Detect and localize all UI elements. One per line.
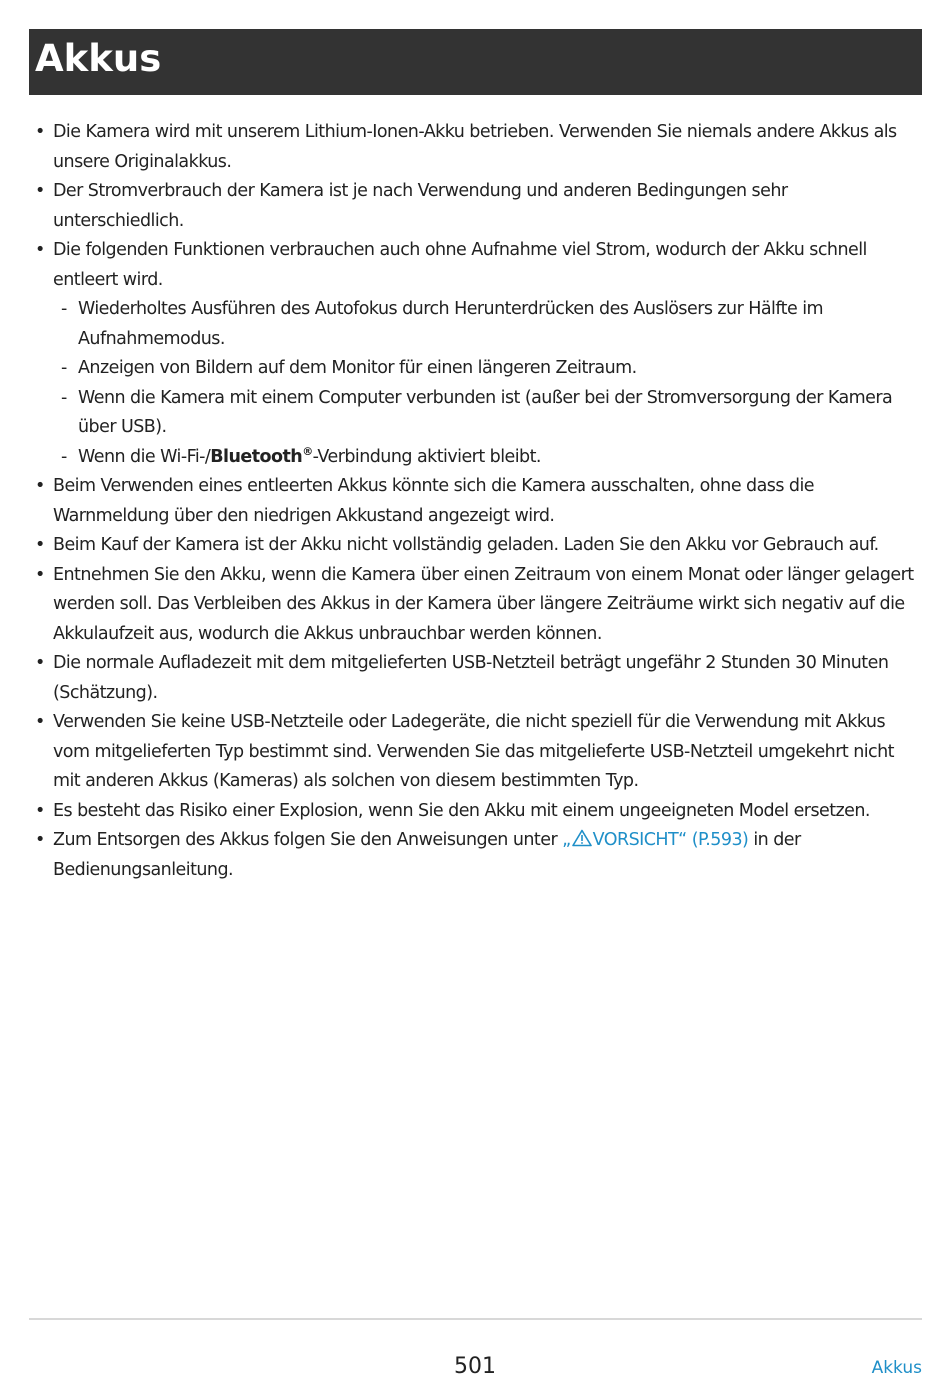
- page-number: 501: [454, 1354, 496, 1379]
- power-functions-sublist: [53, 295, 922, 472]
- disposal-prefix: Zum Entsorgen des Akkus folgen Sie den Anweisungen unter: [53, 830, 563, 850]
- sublist-item: - Wenn die Kamera mit einem Computer verbunden ist (außer bei der Stromversorgung der Kamera über USB).: [53, 384, 922, 443]
- wifi-suffix: -Verbindung aktiviert bleibt.: [312, 446, 541, 467]
- list-item: • Verwenden Sie keine USB-Netzteile oder Ladegeräte, die nicht speziell für die Verwendung mit Akkus vom mitgelieferten Typ bestimmt sind. Verwenden Sie das mitgelieferte USB-Netzteil umgekehrt nicht mit anderen Akkus (Kameras) als solchen von diesem bestimmten Typ.: [29, 708, 922, 797]
- list-item: • Der Stromverbrauch der Kamera ist je nach Verwendung und anderen Bedingungen sehr unterschiedlich.: [29, 177, 922, 236]
- list-item-text: Die folgenden Funktionen verbrauchen auch ohne Aufnahme viel Strom, wodurch der Akku schnell entleert wird.: [53, 240, 867, 290]
- title-bar: [29, 29, 922, 95]
- link-text: VORSICHT“ (P.593): [592, 830, 749, 850]
- list-item: • Die Kamera wird mit unserem Lithium-Ionen-Akku betrieben. Verwenden Sie niemals andere Akkus als unsere Originalakkus.: [29, 118, 922, 177]
- disposal-suffix: in der Bedienungsanleitung.: [53, 830, 801, 880]
- warning-triangle-icon: [572, 829, 592, 847]
- registered-mark: ®: [302, 444, 313, 458]
- list-item: • Beim Kauf der Kamera ist der Akku nicht vollständig geladen. Laden Sie den Akku vor Gebrauch auf.: [29, 531, 922, 561]
- main-content: [29, 118, 922, 885]
- list-item-disposal: [29, 826, 922, 885]
- wifi-prefix: Wenn die Wi-Fi-/: [78, 446, 211, 467]
- vorsicht-link[interactable]: [562, 830, 748, 850]
- sublist-item: - Anzeigen von Bildern auf dem Monitor für einen längeren Zeitraum.: [53, 354, 922, 384]
- list-item: • Entnehmen Sie den Akku, wenn die Kamera über einen Zeitraum von einem Monat oder länger gelagert werden soll. Das Verbleiben des Akkus in der Kamera über längere Zeiträume wirkt sich negativ auf die Akkulaufzeit aus, wodurch die Akkus unbrauchbar werden können.: [29, 561, 922, 650]
- footer-divider: [29, 1318, 922, 1320]
- footer-section-link[interactable]: Akkus: [871, 1358, 922, 1378]
- bluetooth-brand: Bluetooth: [210, 446, 303, 467]
- list-item: • Es besteht das Risiko einer Explosion, wenn Sie den Akku mit einem ungeeigneten Model ersetzen.: [29, 797, 922, 827]
- sublist-item: - Wiederholtes Ausführen des Autofokus durch Herunterdrücken des Auslösers zur Hälfte im Aufnahmemodus.: [53, 295, 922, 354]
- page-title: Akkus: [35, 37, 162, 80]
- list-item-power-functions: [29, 236, 922, 472]
- battery-notes-list: [29, 118, 922, 885]
- link-open-quote: „: [562, 830, 571, 850]
- sublist-item-wifi: [53, 443, 922, 473]
- list-item: • Beim Verwenden eines entleerten Akkus könnte sich die Kamera ausschalten, ohne dass die Warnmeldung über den niedrigen Akkustand angezeigt wird.: [29, 472, 922, 531]
- list-item: • Die normale Aufladezeit mit dem mitgelieferten USB-Netzteil beträgt ungefähr 2 Stunden 30 Minuten (Schätzung).: [29, 649, 922, 708]
